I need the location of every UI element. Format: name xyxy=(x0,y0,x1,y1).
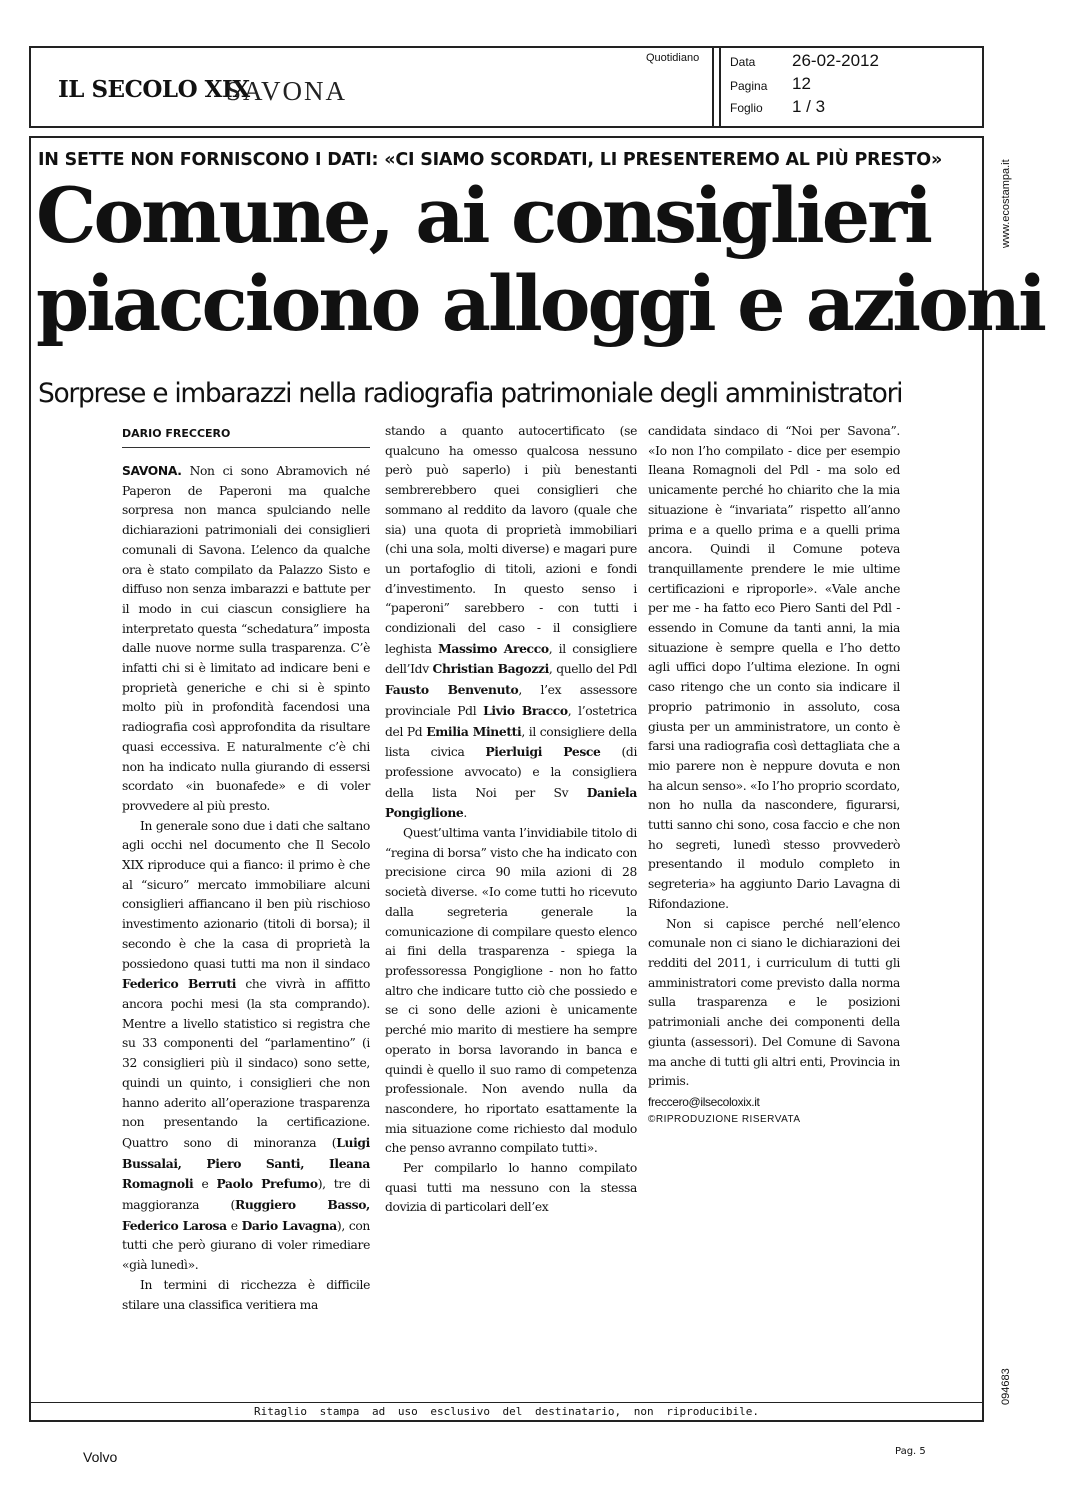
paragraph-text: , il consigliere della lista civica xyxy=(385,724,637,760)
headline-line-2: piacciono alloggi e azioni xyxy=(36,259,1044,348)
paragraph: In termini di ricchezza è difficile stilare una classifica veritiera ma xyxy=(122,1277,370,1312)
person-name: Pierluigi Pesce xyxy=(485,744,601,760)
paragraph-text: stando a quanto autocertificato (se qualcuno ha omesso qualcosa nessuno però può saperlo) i più benestanti sembrerebbero quei consiglieri che sommano al reddito da lavoro (quale che sia) una quota di proprietà immobiliari (chi una sola, molti diverse) e magari pure un portafoglio di titoli, azioni e fondi d’investimento. In questo senso i “paperoni” sarebbero - con tutti i condizionali del caso - il consigliere leghista xyxy=(385,424,637,656)
person-name: Emilia Minetti xyxy=(426,723,522,739)
paragraph-text: ), tre di maggioranza ( xyxy=(122,1177,371,1213)
person-name: Livio Bracco xyxy=(483,702,568,718)
person-name: Fausto Benvenuto xyxy=(385,682,519,698)
paragraph xyxy=(122,462,370,817)
person-name: Ruggiero Basso, Federico Larosa xyxy=(122,1197,370,1233)
paragraph: Per compilarlo lo hanno compilato quasi tutti ma nessuno con la stessa dovizia di particolari dell’ex xyxy=(385,1161,637,1215)
paragraph-text: , l’ostetrica del Pd xyxy=(385,703,638,739)
person-name: Dario Lavagna xyxy=(241,1217,337,1233)
headline-line-1: Comune, ai consiglieri xyxy=(36,171,930,260)
dateline: SAVONA. xyxy=(122,464,182,478)
person-name: Daniela Pongiglione xyxy=(385,784,637,821)
paragraph-text: , il consigliere dell’Idv xyxy=(385,641,637,677)
paragraph-text: , l’ex assessore provinciale Pdl xyxy=(385,683,638,718)
website-label: www.ecostampa.it xyxy=(1000,159,1012,248)
article-kicker: IN SETTE NON FORNISCONO I DATI: «CI SIAMO SCORDATI, LI PRESENTEREMO AL PIÙ PRESTO» xyxy=(38,150,943,170)
byline: DARIO FRECCERO xyxy=(122,427,231,440)
person-name: Massimo Arecco xyxy=(438,640,549,656)
paragraph: Quest’ultima vanta l’invidiabile titolo di “regina di borsa” visto che ha indicato con precisione circa 90 mila azioni di 28 società diverse. «Io come tutti ho ricevuto dalla segreteria generale la comunicazione di compilare questo elenco ai fini della trasparenza - spiega la professoressa Pongiglione - non ho fatto altro che indicare tutto ciò che possiedo e se ci sono delle azioni è unicamente perché mio marito di mestiere ha sempre operato in borsa lavorando in banca e quindi è quello il suo ramo di competenza professionale. Non avendo nulla da nascondere, ho riportato esattamente la mia situazione come richiesto dal modulo che penso avranno compilato tutti». xyxy=(385,826,637,1156)
paragraph xyxy=(385,422,637,824)
document-code: 094683 xyxy=(1000,1368,1012,1405)
edition-name: SAVONA xyxy=(226,76,348,106)
paragraph-text: e xyxy=(230,1218,238,1233)
article-column-3 xyxy=(648,422,900,1128)
masthead-logo: IL SECOLO XIX xyxy=(58,76,250,103)
footer-rule xyxy=(29,1402,984,1403)
paragraph-text: , quello del Pdl xyxy=(548,662,637,677)
paragraph-text: Non ci sono Abramovich né Paperon de Paperoni ma qualche sorpresa non manca spulciando nelle dichiarazioni patrimoniali dei consiglieri comunali di Savona. L’elenco da qualche ora è stato compilato da Palazzo Sisto e diffuso non senza imbarazzi e battute per il modo in cui ciascun consigliere ha interpretato questa “schedatura” imposta dalle nuove norme sulla trasparenza. C’è infatti chi si è limitato ad indicare beni e proprietà generiche e chi si è spinto molto più in profondità facendosi una radiografia così approfondita da risultare quasi eccessiva. E naturalmente c’è chi non ha indicato nulla giurando di essersi scordato «in buonafede» e di voler provvedere al più presto. xyxy=(122,464,371,813)
person-name: Luigi Bussalai, Piero Santi, Ileana Romagnoli xyxy=(122,1134,370,1192)
page-value: 12 xyxy=(792,74,811,93)
reproduction-notice: Ritaglio stampa ad uso esclusivo del destinatario, non riproducibile. xyxy=(254,1405,759,1418)
paragraph-text: che vivrà in affitto ancora pochi mesi (la sta comprando). Mentre a livello statistico si registra che su 33 componenti del “parlamentino” (i 32 consiglieri più il sindaco) sono sette, quindi un quinto, i consiglieri che non hanno aderito all’operazione trasparenza non presentando la certificazione. Quattro sono di minoranza ( xyxy=(122,977,370,1150)
paragraph-text: ), con tutti che però giurano di voler rimediare «già lunedì». xyxy=(122,1218,370,1273)
header-divider xyxy=(719,46,721,128)
date-value: 26-02-2012 xyxy=(792,51,879,70)
person-name: Christian Bagozzi xyxy=(432,661,549,677)
client-name: Volvo xyxy=(83,1449,118,1465)
sheet-label: Foglio xyxy=(730,101,763,115)
copyright-notice: ©RIPRODUZIONE RISERVATA xyxy=(648,1113,801,1125)
article-column-2 xyxy=(385,422,637,1218)
page-number: Pag. 5 xyxy=(895,1446,926,1457)
sheet-value: 1 / 3 xyxy=(792,97,826,116)
paragraph-text: . xyxy=(463,806,467,821)
header-divider xyxy=(712,46,714,128)
date-label: Data xyxy=(730,55,756,69)
person-name: Federico Berruti xyxy=(122,976,237,992)
byline-rule xyxy=(122,447,370,448)
paragraph: Non si capisce perché nell’elenco comunale non ci siano le dichiarazioni dei redditi del 2011, i curriculum di tutti gli amministratori come previsto dalla norma sulla trasparenza e le posizioni patrimoniali anche dei componenti della giunta (assessori). Del Comune di Savona ma anche di tutti gli altri enti, Provincia in primis. xyxy=(648,916,900,1089)
article-subhead: Sorprese e imbarazzi nella radiografia patrimoniale degli amministratori xyxy=(38,378,903,409)
paragraph-text: In generale sono due i dati che saltano agli occhi nel documento che Il Secolo XIX riproduce qui a fianco: il primo è che al “sicuro” mercato immobiliare alcuni consiglieri affiancano il ben più rischioso investimento azionario (titoli di borsa); il secondo è che la casa di proprietà la possiedono quasi tutti ma non il sindaco xyxy=(122,818,370,971)
paragraph xyxy=(122,817,370,1276)
page-label: Pagina xyxy=(730,79,768,93)
quotidiano-label: Quotidiano xyxy=(646,52,700,64)
article-column-1 xyxy=(122,462,370,1315)
paragraph: candidata sindaco di “Noi per Savona”. «Io non l’ho compilato - dice per esempio Ileana Romagnoli del Pdl - ma solo ed unicamente perché ho chiarito che la mia situazione è “invariata” rispetto all’anno prima e a quello prima e a quelli prima ancora. Quindi il Comune poteva tranquillamente prendere le mie ultime certificazioni e riproporle». «Vale anche per me - ha fatto eco Piero Santi del Pdl - essendo in Comune da tanti anni, la mia situazione è sempre quella e l’ho detto agli uffici dopo l’ultima elezione. In ogni caso ritengo che un conto sia indicare il proprio patrimonio in assoluto, cosa giusta per un amministratore, un conto è farsi una radiografia così dettagliata che a mio parere non è neppure dovuta e non ha alcun senso». «Io l’ho proprio scordato, non ho nulla da nascondere, figurarsi, tutti sanno chi sono, cosa faccio e che non ho segreti, lunedì stesso provvederò presentando il modulo completo in segreteria» ha aggiunto Dario Lavagna di Rifondazione. xyxy=(648,424,900,911)
author-email: freccero@ilsecoloxix.it xyxy=(648,1094,760,1109)
paragraph-text: e xyxy=(201,1177,209,1192)
paragraph-text: (di professione avvocato) e la consigliera della lista Noi per Sv xyxy=(385,745,638,800)
person-name: Paolo Prefumo xyxy=(216,1176,318,1192)
